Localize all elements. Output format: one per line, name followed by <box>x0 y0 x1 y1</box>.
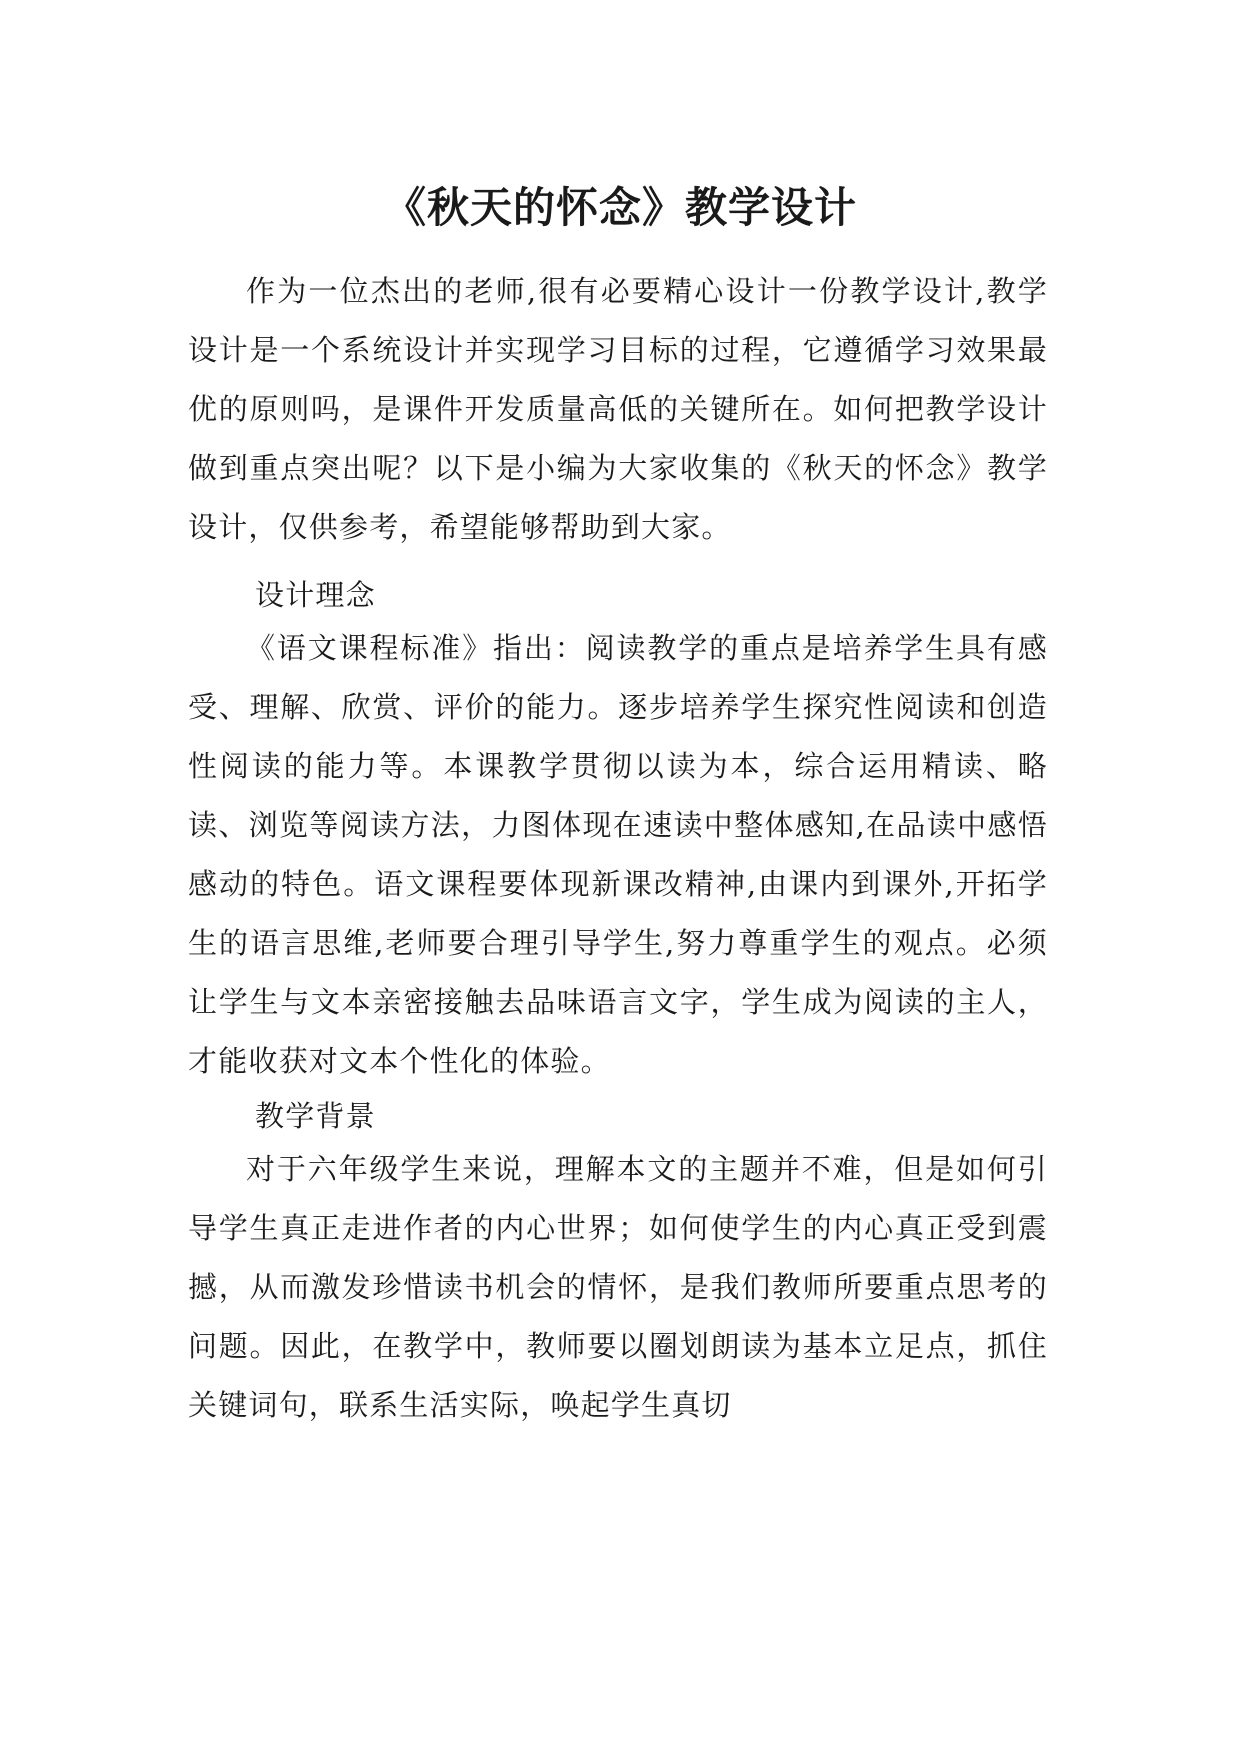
intro-paragraph: 作为一位杰出的老师,很有必要精心设计一份教学设计,教学设计是一个系统设计并实现学习目标的过程，它遵循学习效果最优的原则吗，是课件开发质量高低的关键所在。如何把教学设计做到重点突出呢？以下是小编为大家收集的《秋天的怀念》教学设计，仅供参考，希望能够帮助到大家。 <box>188 274 1048 544</box>
section-paragraph-design-concept: 《语文课程标准》指出：阅读教学的重点是培养学生具有感受、理解、欣赏、评价的能力。逐步培养学生探究性阅读和创造性阅读的能力等。本课教学贯彻以读为本，综合运用精读、略读、浏览等阅读方法，力图体现在速读中整体感知,在品读中感悟感动的特色。语文课程要体现新课改精神,由课内到课外,开拓学生的语言思维,老师要合理引导学生,努力尊重学生的观点。必须让学生与文本亲密接触去品味语言文字，学生成为阅读的主人，才能收获对文本个性化的体验。 <box>188 631 1048 1078</box>
section-heading-design-concept: 设计理念 <box>255 578 376 612</box>
document-title: 《秋天的怀念》教学设计 <box>383 183 857 233</box>
section-heading-teaching-background: 教学背景 <box>255 1099 376 1133</box>
section-paragraph-teaching-background: 对于六年级学生来说，理解本文的主题并不难，但是如何引导学生真正走进作者的内心世界；如何使学生的内心真正受到震撼，从而激发珍惜读书机会的情怀，是我们教师所要重点思考的问题。因此，在教学中，教师要以圈划朗读为基本立足点，抓住关键词句，联系生活实际，唤起学生真切 <box>188 1152 1048 1422</box>
